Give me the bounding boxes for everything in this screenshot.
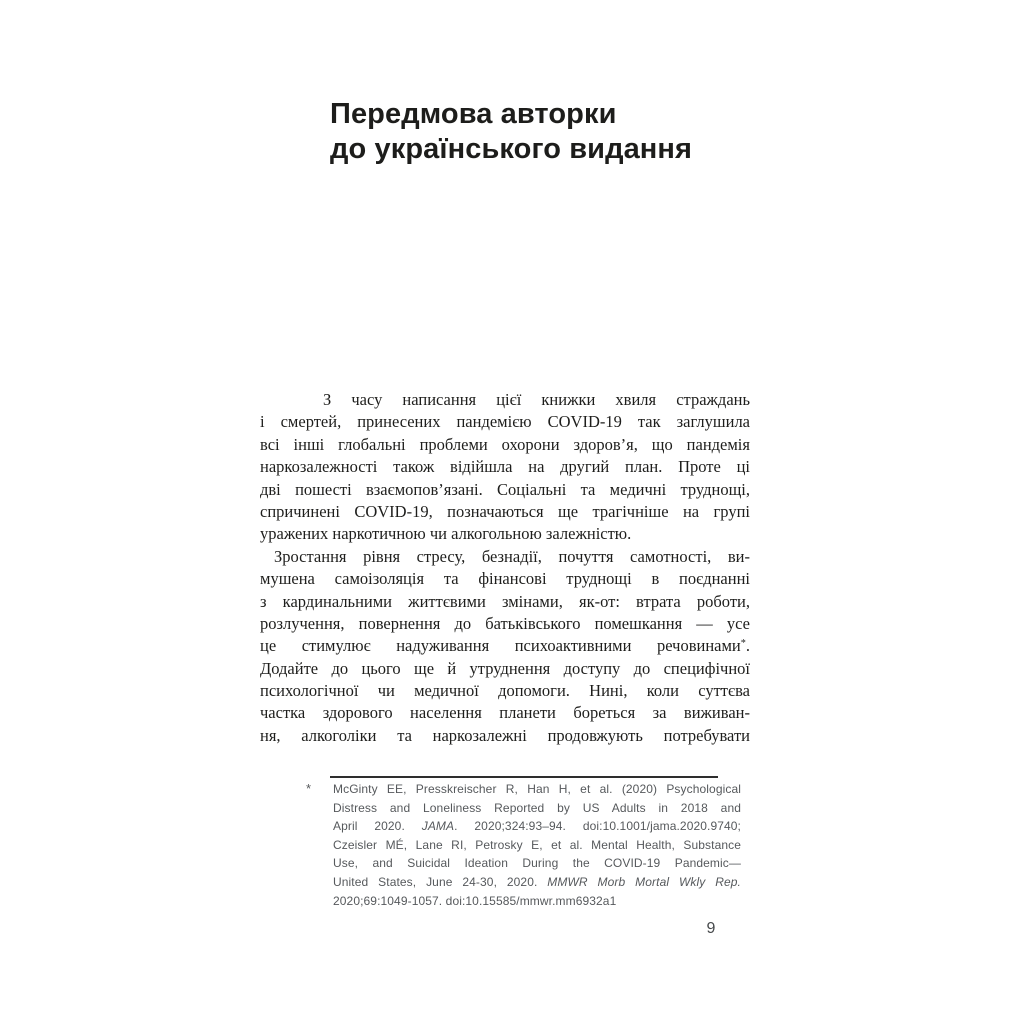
body-line: всі інші глобальні проблеми охорони здоров’я, що пандемія <box>260 434 750 454</box>
body-line: розлучення, повернення до батьківського помешкання — усе <box>260 613 750 633</box>
footnote-line <box>333 780 741 799</box>
footnote-reference-asterisk: * <box>740 638 746 650</box>
footnote <box>333 780 741 910</box>
body-line: наркозалежності також відійшла на другий план. Проте ці <box>260 457 750 477</box>
footnote-text-segment: McGinty EE, Presskreischer R, Han H, et al. (2020) Psychological <box>333 782 741 796</box>
footnote-text-segment: April 2020. <box>333 819 422 834</box>
body-line: з кардинальними життєвими змінами, як-от: втрата роботи, <box>260 591 750 611</box>
body-line: Зростання рівня стресу, безнадії, почуття самотності, ви- <box>274 546 750 566</box>
footnote-text-segment: United States, June 24-30, 2020. <box>333 874 548 889</box>
footnote-line <box>333 854 741 873</box>
body-line: частка здорового населення планети бореться за виживан- <box>260 703 750 723</box>
page-number: 9 <box>706 920 716 937</box>
footnote-marker: * <box>306 781 312 796</box>
body-line: це стимулює надуживання психоактивними речовинами*. <box>260 636 750 656</box>
footnote-text-segment: Distress and Loneliness Reported by US Adults in 2018 and <box>333 800 741 815</box>
page-title <box>330 97 692 167</box>
footnote-text-segment: Use, and Suicidal Ideation During the COVID-19 Pandemic— <box>333 856 741 871</box>
footnote-line <box>333 836 741 855</box>
title-line-1: Передмова авторки <box>330 98 617 130</box>
footnote-text-segment: . 2020;324:93–94. doi:10.1001/jama.2020.9740; <box>454 819 741 834</box>
body-line: Додайте до цього ще й утруднення доступу до специфічної <box>260 658 750 678</box>
footnote-line <box>333 892 741 911</box>
footnote-rule <box>330 776 718 778</box>
footnote-line <box>333 799 741 818</box>
body-text <box>260 389 750 747</box>
body-line: ня, алкоголіки та наркозалежні продовжують потребувати <box>260 725 750 745</box>
footnote-journal-italic: MMWR Morb Mortal Wkly Rep. <box>547 874 741 889</box>
body-line: З часу написання цієї книжки хвиля страждань <box>323 390 750 409</box>
footnote-journal-italic: JAMA <box>421 819 455 834</box>
body-paragraph <box>260 389 750 546</box>
body-paragraph <box>260 546 750 748</box>
body-line: і смертей, принесених пандемією COVID-19 так заглушила <box>260 412 750 432</box>
body-line: психологічної чи медичної допомоги. Нині, коли суттєва <box>260 681 750 701</box>
body-line: уражених наркотичною чи алкогольною залежністю. <box>260 524 632 544</box>
footnote-line <box>333 873 741 892</box>
footnote-text-segment: Czeisler MÉ, Lane RI, Petrosky E, et al. Mental Health, Substance <box>333 837 741 852</box>
footnote-line <box>333 817 741 836</box>
footnote-text-segment: 2020;69:1049-1057. doi:10.15585/mmwr.mm6932a1 <box>333 893 617 908</box>
title-line-2: до українського видання <box>330 133 693 165</box>
body-line: мушена самоізоляція та фінансові труднощі в поєднанні <box>260 569 750 589</box>
body-line: дві пошесті взаємопов’язані. Соціальні та медичні труднощі, <box>260 479 750 499</box>
body-line: спричинені COVID-19, позначаються ще трагічніше на групі <box>260 501 750 521</box>
